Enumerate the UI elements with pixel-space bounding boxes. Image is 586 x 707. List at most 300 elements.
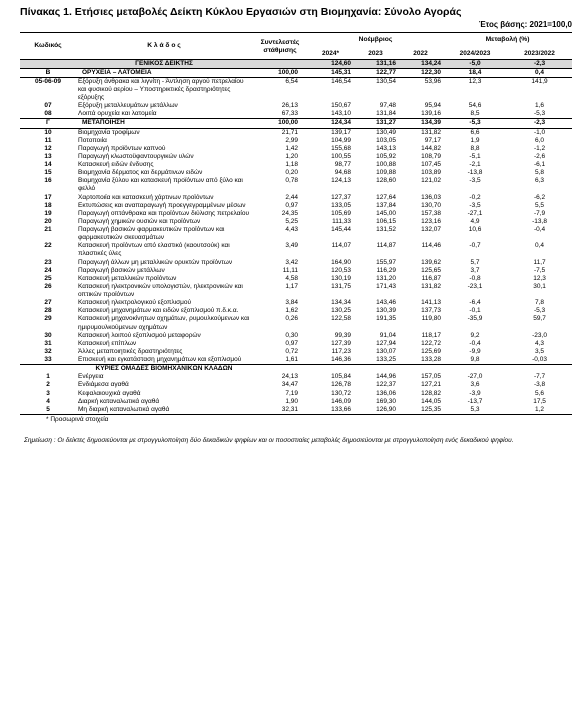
col-2023-2022-header: 2023/2022	[524, 50, 555, 58]
cell-code: 30	[44, 331, 52, 339]
cell-2022: 133,28	[421, 356, 442, 363]
cell-code: 2	[46, 381, 50, 389]
table-row	[20, 153, 572, 161]
table-row	[20, 128, 572, 137]
cell-2023: 127,94	[376, 339, 396, 347]
cell-change-2023-2022: 0,4	[507, 68, 572, 77]
cell-2023: 127,64	[376, 193, 396, 201]
col-2024-header: 2024*	[322, 50, 339, 58]
cell-2023: 131,84	[376, 110, 396, 118]
table-row	[20, 283, 572, 299]
cell-2023: 145,00	[376, 209, 396, 217]
cell-code: 19	[44, 209, 52, 217]
cell-change-2024-2023: -2,1	[469, 161, 481, 168]
cell-change-2024-2023: -0,4	[469, 339, 481, 347]
table-row	[20, 348, 572, 356]
cell-2022: 118,17	[421, 331, 442, 339]
cell-change-2024-2023: 1,9	[470, 136, 480, 144]
cell-2024: 114,07	[331, 242, 351, 250]
cell-2024: 98,77	[334, 161, 351, 168]
cell-sector: Παραγωγή προϊόντων καπνού	[78, 144, 166, 152]
cell-sector: Κατασκευή ηλεκτρολογικού εξοπλισμού	[78, 299, 192, 307]
cell-code: Β	[20, 68, 76, 77]
cell-weight: 1,90	[285, 397, 298, 405]
cell-change-2023-2022: -2,3	[507, 59, 572, 68]
cell-sector: Βιομηχανία τροφίμων	[78, 128, 140, 136]
cell-code: 28	[44, 307, 52, 315]
cell-2024: 105,84	[331, 373, 351, 381]
cell-weight: 3,42	[285, 258, 298, 266]
cell-change-2024-2023: -0,7	[469, 242, 481, 250]
table-section-row	[20, 365, 572, 374]
cell-weight: 7,19	[285, 389, 298, 397]
cell-change-2023-2022: -0,03	[532, 356, 547, 363]
cell-weight: 4,58	[285, 274, 298, 282]
cell-2024: 150,67	[331, 102, 351, 110]
cell-sector: Κατασκευή προϊόντων από ελαστικό (καουτσούκ) και πλαστικές ύλες	[78, 242, 230, 258]
cell-change-2023-2022: -7,7	[533, 373, 546, 381]
table-row	[20, 332, 572, 340]
cell-sector: Άλλες μεταποιητικές δραστηριότητες	[78, 347, 183, 355]
cell-2022: 125,35	[398, 406, 443, 415]
cell-change-2024-2023: -5,1	[469, 152, 481, 160]
cell-weight: 0,97	[285, 339, 298, 347]
cell-2023: 103,05	[376, 136, 396, 144]
cell-code: 26	[44, 282, 52, 290]
cell-change-2024-2023: -35,9	[467, 315, 483, 323]
cell-weight: 0,26	[285, 315, 298, 323]
cell-2023: 131,27	[353, 119, 398, 128]
cell-2024: 100,55	[331, 152, 351, 160]
cell-sector: Ενέργεια	[78, 373, 104, 381]
table-row	[20, 242, 572, 258]
cell-change-2024-2023: -0,8	[469, 274, 481, 282]
cell-sector: Εξόρυξη άνθρακα και λιγνίτη - Άντληση αργού πετρελαίου και φυσικού αερίου – Υποστηρικτικές δραστηριότητες εξόρυξης	[78, 77, 244, 101]
table-row	[20, 406, 572, 415]
table-row	[20, 161, 572, 169]
turnover-index-table	[20, 32, 572, 415]
cell-change-2024-2023: 18,4	[443, 68, 507, 77]
cell-2024: 139,17	[331, 128, 351, 136]
cell-change-2024-2023: 8,8	[470, 144, 480, 152]
cell-code: 08	[44, 110, 52, 118]
cell-2022: 127,21	[421, 381, 442, 389]
cell-2024: 146,54	[331, 77, 351, 85]
table-row	[20, 210, 572, 218]
cell-change-2024-2023: -0,2	[469, 193, 481, 201]
cell-2024: 105,69	[331, 209, 351, 217]
cell-code: 12	[44, 144, 52, 152]
table-row	[20, 110, 572, 119]
cell-change-2024-2023: -6,4	[469, 299, 481, 307]
cell-change-2024-2023: 5,3	[443, 406, 507, 415]
cell-weight: 6,54	[285, 77, 298, 85]
cell-2024: 104,99	[331, 136, 351, 144]
cell-2022: 139,16	[421, 110, 442, 118]
cell-2022: 122,30	[398, 68, 443, 77]
cell-weight: 11,11	[282, 266, 298, 274]
cell-weight: 3,84	[285, 299, 298, 307]
table-row	[20, 340, 572, 348]
cell-change-2023-2022: -2,3	[507, 119, 572, 128]
cell-2024: 134,34	[331, 299, 351, 307]
cell-2022: 125,65	[421, 266, 442, 274]
provisional-note: * Προσωρινά στοιχεία	[46, 415, 109, 423]
cell-2023: 130,07	[376, 347, 396, 355]
cell-change-2024-2023	[443, 365, 507, 374]
cell-change-2024-2023: -23,1	[467, 282, 483, 290]
cell-weight: 0,72	[285, 347, 298, 355]
cell-change-2024-2023: -3,9	[469, 389, 481, 397]
cell-2023: 130,39	[376, 307, 396, 315]
cell-code: 13	[44, 152, 52, 160]
cell-change-2024-2023: 8,5	[470, 110, 480, 118]
cell-2024: 146,36	[331, 356, 351, 363]
cell-change-2023-2022: 4,3	[535, 339, 545, 347]
cell-2023: 131,52	[376, 226, 396, 233]
cell-2022: 107,45	[421, 161, 442, 168]
cell-2023: 169,30	[376, 397, 396, 405]
cell-weight: 34,47	[281, 381, 298, 389]
cell-2024: 94,68	[334, 169, 351, 177]
cell-change-2024-2023: -9,9	[469, 347, 481, 355]
cell-change-2024-2023: -13,8	[467, 169, 483, 177]
col-weights-header: Συντελεστές στάθμισης	[252, 33, 308, 60]
cell-sector: ΜΕΤΑΠΟΙΗΣΗ	[76, 119, 252, 128]
cell-change-2024-2023: 9,2	[470, 331, 480, 339]
cell-sector: Κατασκευή μηχανημάτων και ειδών εξοπλισμού π.δ.κ.α.	[78, 307, 239, 315]
cell-sector: Μη διαρκή καταναλωτικά αγαθά	[76, 406, 252, 415]
cell-change-2023-2022: -13,8	[532, 217, 547, 225]
cell-2023: 91,04	[379, 331, 396, 339]
cell-sector: Εξόρυξη μεταλλευμάτων μετάλλων	[78, 102, 178, 110]
cell-2023: 109,88	[376, 169, 396, 177]
cell-2024: 126,78	[331, 381, 351, 389]
table-row	[20, 259, 572, 267]
cell-2024: 124,60	[308, 59, 353, 68]
cell-code: 33	[44, 356, 52, 363]
cell-2022: 116,87	[421, 274, 442, 282]
cell-2022: 144,05	[421, 397, 442, 405]
cell-code: 07	[44, 102, 52, 110]
cell-change-2023-2022: 59,7	[533, 315, 546, 323]
cell-code	[20, 365, 76, 374]
cell-2022: 141,13	[421, 299, 442, 307]
cell-2023: 97,48	[379, 102, 396, 110]
cell-change-2023-2022: 11,7	[533, 258, 546, 266]
cell-change-2024-2023: 9,8	[470, 356, 480, 363]
cell-weight	[252, 365, 308, 374]
cell-weight: 3,49	[285, 242, 298, 250]
cell-weight: 2,99	[285, 136, 298, 144]
cell-code: 10	[44, 128, 52, 136]
cell-sector: ΟΡΥΧΕΙΑ – ΛΑΤΟΜΕΙΑ	[76, 68, 252, 77]
cell-2022: 122,72	[421, 339, 442, 347]
cell-2023: 130,49	[376, 128, 396, 136]
cell-change-2023-2022: 7,8	[535, 299, 545, 307]
cell-2024: 146,09	[331, 397, 351, 405]
table-row	[20, 267, 572, 275]
cell-weight: 4,43	[285, 226, 298, 233]
cell-2022: 97,17	[424, 136, 442, 144]
cell-2022: 137,73	[421, 307, 442, 315]
cell-change-2023-2022: 5,6	[535, 389, 545, 397]
table-row	[20, 145, 572, 153]
cell-sector: Κατασκευή επίπλων	[78, 339, 137, 347]
col-2023-header: 2023	[368, 50, 383, 58]
cell-weight: 32,31	[252, 406, 308, 415]
cell-code: 5	[20, 406, 76, 415]
cell-2022: 95,94	[424, 102, 442, 110]
cell-sector: Παραγωγή χημικών ουσιών και προϊόντων	[78, 217, 201, 225]
cell-2022: 157,38	[421, 209, 442, 217]
cell-change-2023-2022: 141,9	[531, 77, 548, 85]
cell-change-2023-2022: -0,4	[533, 226, 546, 233]
cell-change-2023-2022: -6,2	[533, 193, 546, 201]
cell-2022: 119,80	[421, 315, 442, 323]
col-sector-header: Κ λ ά δ ο ς	[76, 33, 252, 60]
cell-2024: 127,37	[331, 193, 351, 201]
cell-2022: 134,39	[398, 119, 443, 128]
table-section-row	[20, 119, 572, 128]
table-row	[20, 218, 572, 226]
cell-2023: 100,88	[376, 161, 396, 168]
cell-code: 29	[44, 315, 52, 323]
cell-weight: 100,00	[252, 119, 308, 128]
col-2022-header: 2022	[413, 50, 428, 58]
cell-2023: 143,13	[376, 144, 396, 152]
cell-change-2023-2022: 3,5	[535, 347, 545, 355]
cell-change-2023-2022: -23,0	[532, 331, 547, 339]
cell-change-2023-2022: -3,8	[533, 381, 546, 389]
cell-sector: Κατασκευή μεταλλικών προϊόντων	[78, 274, 177, 282]
cell-sector: Διαρκή καταναλωτικά αγαθά	[78, 397, 160, 405]
cell-sector: Εκτυπώσεις και αναπαραγωγή προεγγεγραμμένων μέσων	[78, 201, 246, 209]
cell-code: 27	[44, 299, 52, 307]
cell-2024: 133,05	[331, 201, 351, 209]
cell-change-2023-2022: -1,2	[533, 144, 546, 152]
cell-weight: 0,78	[285, 177, 298, 185]
cell-2022: 157,05	[421, 373, 442, 381]
cell-2022: 131,82	[421, 282, 442, 290]
cell-code: 21	[44, 226, 52, 233]
cell-2023: 122,37	[376, 381, 396, 389]
cell-change-2023-2022: 6,3	[535, 177, 545, 185]
cell-change-2023-2022: -7,5	[533, 266, 546, 274]
cell-weight: 67,33	[281, 110, 298, 118]
cell-weight: 1,42	[285, 144, 298, 152]
cell-sector: Κατασκευή λοιπού εξοπλισμού μεταφορών	[78, 331, 201, 339]
cell-2024: 145,44	[331, 226, 351, 233]
cell-change-2023-2022: -6,1	[533, 161, 546, 168]
cell-sector: Λοιπά ορυχεία και λατομεία	[78, 110, 157, 118]
cell-2024: 117,23	[331, 347, 351, 355]
cell-change-2023-2022: 1,6	[535, 102, 545, 110]
cell-2023: 105,92	[376, 152, 396, 160]
table-row	[20, 77, 572, 102]
cell-sector: Κατασκευή ειδών ένδυσης	[78, 161, 154, 168]
cell-change-2023-2022: 5,5	[535, 201, 545, 209]
cell-code	[20, 59, 76, 68]
cell-change-2024-2023: -27,0	[467, 373, 483, 381]
cell-code: 4	[46, 397, 50, 405]
cell-2023: 114,87	[376, 242, 396, 250]
cell-change-2023-2022: -1,0	[533, 128, 546, 136]
cell-code: 14	[44, 161, 52, 168]
cell-2022: 128,82	[421, 389, 442, 397]
table-row	[20, 226, 572, 242]
cell-weight: 1,62	[285, 307, 298, 315]
cell-2022: 114,46	[421, 242, 442, 250]
cell-2024: 124,13	[331, 177, 351, 185]
cell-2022: 121,02	[421, 177, 442, 185]
cell-code: 18	[44, 201, 52, 209]
cell-code: 23	[44, 258, 52, 266]
cell-change-2023-2022: 6,0	[535, 136, 545, 144]
cell-2022	[398, 365, 443, 374]
col-november-header: Νοέμβριος	[358, 36, 393, 43]
cell-change-2024-2023: -0,1	[469, 307, 481, 315]
cell-2023: 131,20	[376, 274, 396, 282]
cell-2024: 120,53	[331, 266, 351, 274]
table-title: Πίνακας 1. Ετήσιες μεταβολές Δείκτη Κύκλου Εργασιών στη Βιομηχανία: Σύνολο Αγοράς	[20, 6, 462, 18]
cell-change-2023-2022: 0,4	[535, 242, 545, 250]
cell-weight: 21,71	[281, 128, 298, 136]
cell-weight: 2,44	[285, 193, 298, 201]
cell-change-2024-2023: 6,6	[470, 128, 480, 136]
cell-weight: 0,20	[285, 169, 298, 177]
cell-2023: 130,54	[376, 77, 396, 85]
cell-change-2023-2022: -7,9	[533, 209, 546, 217]
cell-2024: 164,90	[331, 258, 351, 266]
cell-code: 11	[44, 136, 52, 144]
cell-change-2024-2023: 3,7	[470, 266, 480, 274]
cell-change-2023-2022: 17,5	[533, 397, 546, 405]
cell-weight: 5,25	[285, 217, 298, 225]
cell-2024: 130,72	[331, 389, 351, 397]
col-change-header: Μεταβολή (%)	[485, 36, 530, 43]
cell-weight: 0,97	[285, 201, 298, 209]
cell-sector: Βιομηχανία ξύλου και κατασκευή προϊόντων από ξύλο και φελλό	[78, 177, 243, 193]
cell-code: 32	[44, 347, 52, 355]
cell-2023: 116,29	[376, 266, 396, 274]
cell-2022: 125,69	[421, 347, 442, 355]
cell-change-2024-2023: 5,7	[470, 258, 480, 266]
table-body	[20, 59, 572, 414]
cell-2024: 99,39	[334, 331, 351, 339]
cell-2023: 143,46	[376, 299, 396, 307]
cell-2024: 127,39	[331, 339, 351, 347]
cell-2022: 53,96	[424, 77, 442, 85]
cell-2023: 133,25	[376, 356, 396, 363]
cell-sector: ΚΥΡΙΕΣ ΟΜΑΔΕΣ ΒΙΟΜΗΧΑΝΙΚΩΝ ΚΛΑΔΩΝ	[76, 365, 252, 374]
table-row	[20, 381, 572, 389]
cell-weight	[252, 59, 308, 68]
cell-code: 20	[44, 217, 52, 225]
cell-2024: 111,33	[332, 217, 351, 225]
cell-2022: 134,24	[398, 59, 443, 68]
cell-sector: Ποτοποιία	[78, 136, 107, 144]
cell-2022: 144,82	[421, 144, 442, 152]
table-row	[20, 390, 572, 398]
cell-2023: 144,96	[376, 373, 396, 381]
table-row	[20, 398, 572, 406]
cell-2023: 128,60	[376, 177, 396, 185]
cell-2022: 136,03	[421, 193, 442, 201]
cell-sector: Παραγωγή άλλων μη μεταλλικών ορυκτών προϊόντων	[78, 258, 233, 266]
cell-2022: 123,16	[421, 217, 442, 225]
table-row	[20, 275, 572, 283]
cell-sector: Παραγωγή οπτάνθρακα και προϊόντων διύλισης πετρελαίου	[78, 209, 250, 217]
cell-change-2023-2022: 1,2	[507, 406, 572, 415]
cell-2022: 139,62	[421, 258, 442, 266]
cell-weight: 1,20	[285, 152, 298, 160]
cell-change-2024-2023: -27,1	[467, 209, 483, 217]
cell-change-2023-2022: 12,3	[533, 274, 546, 282]
cell-weight: 24,13	[281, 373, 298, 381]
cell-weight: 26,13	[281, 102, 298, 110]
cell-code: 1	[46, 373, 50, 381]
cell-change-2023-2022: 5,8	[535, 169, 545, 177]
cell-code: 17	[44, 193, 52, 201]
cell-sector: Παραγωγή βασικών φαρμακευτικών προϊόντων και φαρμακευτικών σκευασμάτων	[78, 226, 225, 242]
base-year: Έτος βάσης: 2021=100,0	[478, 20, 572, 29]
cell-2024: 145,31	[308, 68, 353, 77]
table-row	[20, 194, 572, 202]
cell-code: 3	[46, 389, 50, 397]
cell-sector: Κατασκευή μηχανοκίνητων οχημάτων, ρυμουλκούμενων και ημιρυμουλκούμενων οχημάτων	[78, 315, 250, 331]
cell-sector: Κατασκευή ηλεκτρονικών υπολογιστών, ηλεκτρονικών και οπτικών προϊόντων	[78, 282, 243, 298]
cell-2022: 108,79	[421, 152, 442, 160]
cell-code: 05-06-09	[34, 77, 62, 85]
cell-sector: ΓΕΝΙΚΟΣ ΔΕΙΚΤΗΣ	[76, 59, 252, 68]
cell-code: Γ	[20, 119, 76, 128]
cell-weight: 24,35	[281, 209, 298, 217]
cell-sector: Ενδιάμεσα αγαθά	[78, 381, 129, 389]
cell-2022: 132,07	[421, 226, 442, 233]
cell-weight: 1,61	[285, 356, 298, 363]
cell-2022: 130,70	[421, 201, 442, 209]
cell-2023: 171,43	[376, 282, 396, 290]
cell-sector: Επισκευή και εγκατάσταση μηχανημάτων και εξοπλισμού	[78, 356, 242, 363]
cell-2023: 131,16	[353, 59, 398, 68]
cell-sector: Βιομηχανία δέρματος και δερμάτινων ειδών	[78, 169, 203, 177]
table-section-row	[20, 59, 572, 68]
cell-2024: 130,25	[331, 307, 351, 315]
cell-2023: 126,90	[353, 406, 398, 415]
cell-change-2024-2023: -5,0	[443, 59, 507, 68]
table-row	[20, 356, 572, 365]
cell-change-2024-2023: 4,9	[470, 217, 480, 225]
cell-2024: 130,19	[331, 274, 351, 282]
cell-change-2024-2023: 54,6	[468, 102, 482, 110]
cell-2024: 124,34	[308, 119, 353, 128]
cell-2022: 103,89	[421, 169, 442, 177]
cell-sector: Κεφαλαιουχικά αγαθά	[78, 389, 141, 397]
cell-change-2023-2022: -2,6	[533, 152, 546, 160]
cell-2023: 122,77	[353, 68, 398, 77]
cell-2023	[353, 365, 398, 374]
cell-sector: Παραγωγή κλωστοϋφαντουργικών υλών	[78, 152, 194, 160]
cell-2023: 137,84	[376, 201, 396, 209]
cell-change-2024-2023: 12,3	[468, 77, 482, 85]
cell-2022: 131,82	[421, 128, 442, 136]
cell-2024: 122,58	[331, 315, 351, 323]
cell-2024: 143,10	[331, 110, 351, 118]
cell-change-2023-2022	[507, 365, 572, 374]
cell-code: 31	[44, 339, 52, 347]
table-row	[20, 177, 572, 193]
